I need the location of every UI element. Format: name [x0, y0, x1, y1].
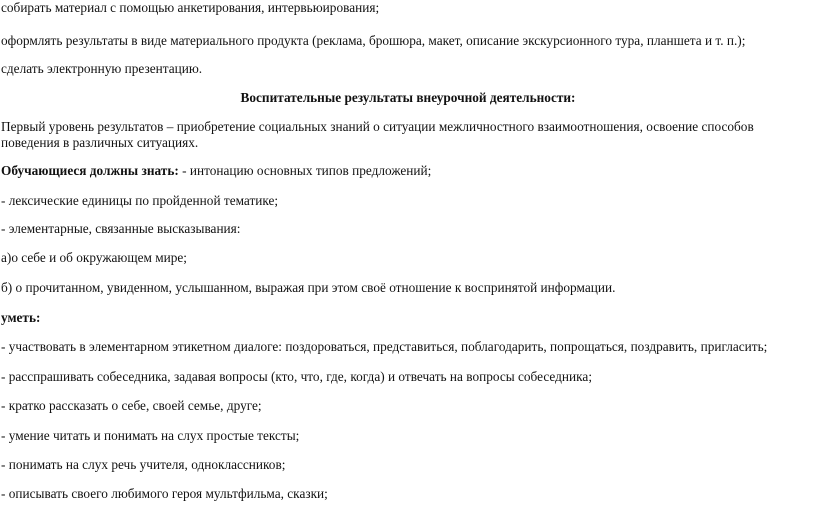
can-item: - расспрашивать собеседника, задавая вопросы (кто, что, где, когда) и отвечать на вопросы собеседника; [1, 369, 593, 384]
text-line: оформлять результаты в виде материального продукта (реклама, брошюра, макет, описание экскурсионного тура, планшета и т. п.); [1, 33, 746, 48]
section-heading: Воспитательные результаты внеурочной деятельности: [240, 90, 576, 105]
can-item: - участвовать в элементарном этикетном диалоге: поздороваться, представиться, поблагодарить, попрощаться, поздравить, пригласить; [1, 339, 768, 354]
know-item: а)о себе и об окружающем мире; [1, 250, 187, 265]
text-line: сделать электронную презентацию. [1, 61, 203, 76]
can-item: - кратко рассказать о себе, своей семье, друге; [1, 398, 262, 413]
know-paragraph [1, 163, 431, 179]
first-level-paragraph: Первый уровень результатов – приобретение социальных знаний о ситуации межличностного взаимоотношения, освоение способов поведения в различных ситуациях. [1, 119, 754, 150]
know-item: - элементарные, связанные высказывания: [1, 221, 241, 236]
know-label: Обучающиеся должны знать: [1, 163, 179, 178]
can-item: - понимать на слух речь учителя, одноклассников; [1, 457, 286, 472]
can-item: - описывать своего любимого героя мультфильма, сказки; [1, 486, 328, 501]
can-label: уметь: [1, 310, 41, 325]
know-item: б) о прочитанном, увиденном, услышанном, выражая при этом своё отношение к воспринятой информации. [1, 280, 616, 295]
know-first-item: - интонацию основных типов предложений; [178, 163, 432, 178]
text-line: собирать материал с помощью анкетирования, интервьюирования; [1, 0, 380, 15]
can-item: - умение читать и понимать на слух простые тексты; [1, 428, 300, 443]
know-item: - лексические единицы по пройденной тематике; [1, 193, 279, 208]
